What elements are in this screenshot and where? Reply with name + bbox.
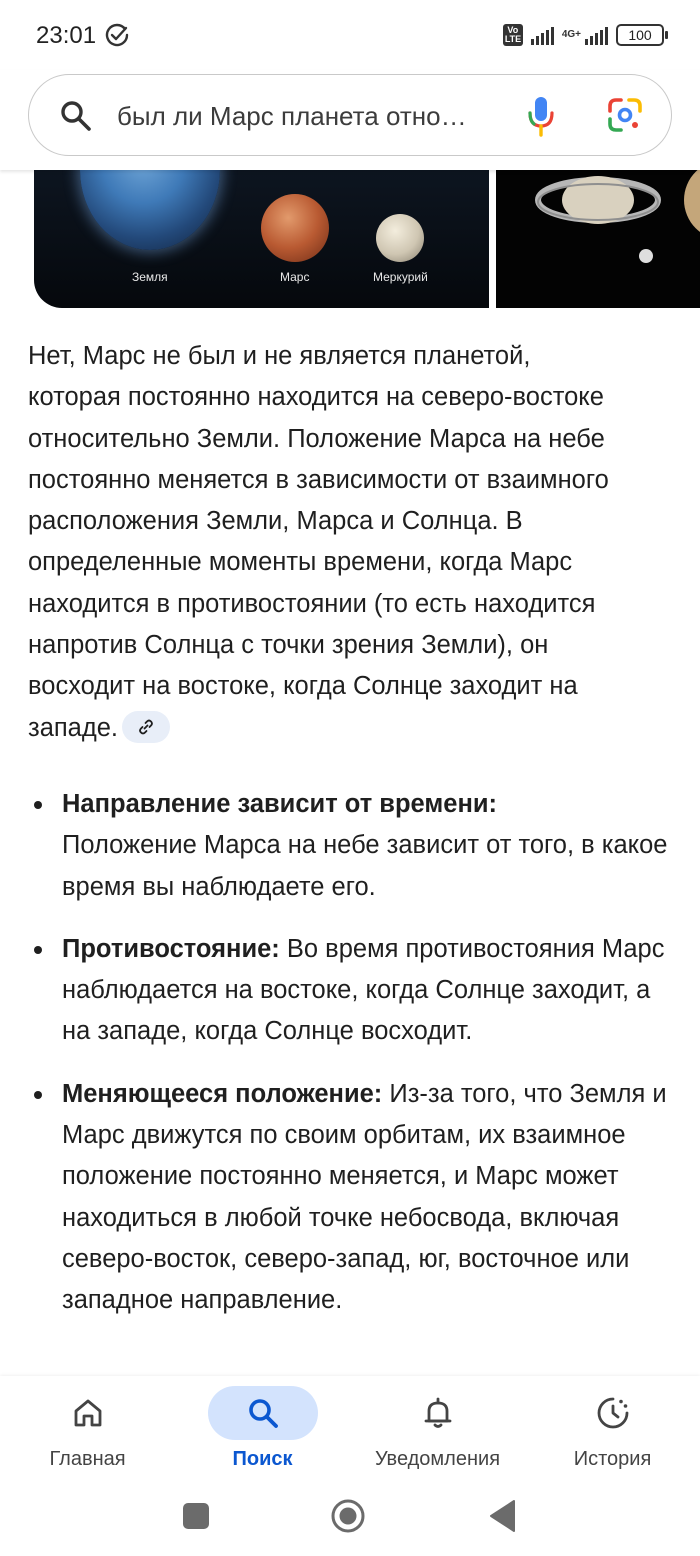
answer-line: западе. [28,713,119,742]
search-header [0,70,700,170]
battery-icon: 100 [616,24,664,46]
bullet-text: Из-за того, что Земля и Марс движутся по своим орбитам, их взаимное положение постоянно меняется, и Марс может находиться в любой точке небосвода, включая северо-восток, северо-запад, юг, восточное или западное направление. [62,1079,667,1315]
check-circle-icon [104,22,130,48]
answer-line: напротив Солнца с точки зрения Земли), он [28,631,549,660]
label-mercury: Меркурий [373,270,428,284]
nav-home-label: Главная [49,1448,126,1470]
earth-image [80,170,220,250]
answer-line: восходит на востоке, когда Солнце заходит на [28,672,578,701]
answer-bullets [28,784,678,1343]
planets-image[interactable] [34,170,489,308]
saturn-icon [496,170,700,308]
nav-history-label: История [573,1448,652,1470]
nav-notifications[interactable] [350,1376,525,1486]
search-icon [59,99,93,133]
recents-button[interactable] [183,1503,209,1529]
search-bar[interactable] [28,74,672,156]
ai-answer [28,336,678,749]
google-lens-icon[interactable] [607,97,643,133]
answer-line: расположения Земли, Марса и Солнца. В [28,507,523,536]
status-time: 23:01 [36,22,97,49]
network-type: 4G+ [561,29,581,40]
bullet-title: Направление зависит от времени: [62,790,498,818]
answer-line: которая постоянно находится на северо-востоке [28,383,604,412]
answer-line-last [28,708,678,749]
bullet-title: Меняющееся положение: [62,1079,383,1108]
nav-search-label: Поиск [232,1448,293,1470]
volte-badge: Vo LTE [504,25,522,44]
nav-notifications-label: Уведомления [374,1448,501,1470]
answer-line: относительно Земли. Положение Марса на небе [28,424,605,453]
home-button[interactable] [330,1498,366,1534]
image-carousel[interactable] [0,170,700,308]
bell-icon [421,1396,455,1430]
microphone-icon[interactable] [525,95,557,137]
mars-image [261,194,329,262]
list-item [28,1074,678,1322]
signal-icon [531,25,554,45]
nav-home[interactable] [0,1376,175,1486]
status-bar [0,0,700,70]
history-icon [595,1395,631,1431]
source-link-button[interactable] [122,711,170,743]
answer-line: Нет, Марс не был и не является планетой, [28,342,531,370]
answer-line: определенные моменты времени, когда Марс [28,548,573,577]
answer-line: постоянно меняется в зависимости от взаимного [28,465,609,494]
label-earth: Земля [132,270,168,284]
answer-line: находится в противостоянии (то есть находится [28,589,596,618]
back-button[interactable] [488,1499,516,1533]
search-input[interactable]: был ли Марс планета отно… [117,101,467,131]
list-item [28,784,678,908]
search-icon [246,1396,280,1430]
saturn-image[interactable] [496,170,700,308]
system-navigation [0,1486,700,1556]
status-indicators [503,22,664,48]
bullet-text: Во время противостояния Марс наблюдается на востоке, когда Солнце заходит, а на западе, когда Солнце восходит. [62,934,665,1046]
nav-history[interactable] [525,1376,700,1486]
mercury-image [376,214,424,262]
nav-search-pill [208,1386,318,1440]
bullet-title: Противостояние: [62,934,280,963]
list-item [28,929,678,1053]
bullet-text: Положение Марса на небе зависит от того, в какое время вы наблюдаете его. [62,831,668,901]
label-mars: Марс [280,270,310,284]
nav-home-pill [33,1386,143,1440]
bottom-navigation [0,1376,700,1486]
nav-notifications-pill [383,1386,493,1440]
signal-icon-2 [585,25,608,45]
nav-search[interactable] [175,1376,350,1486]
nav-history-pill [558,1386,668,1440]
home-icon [71,1396,105,1430]
link-icon [137,718,155,736]
